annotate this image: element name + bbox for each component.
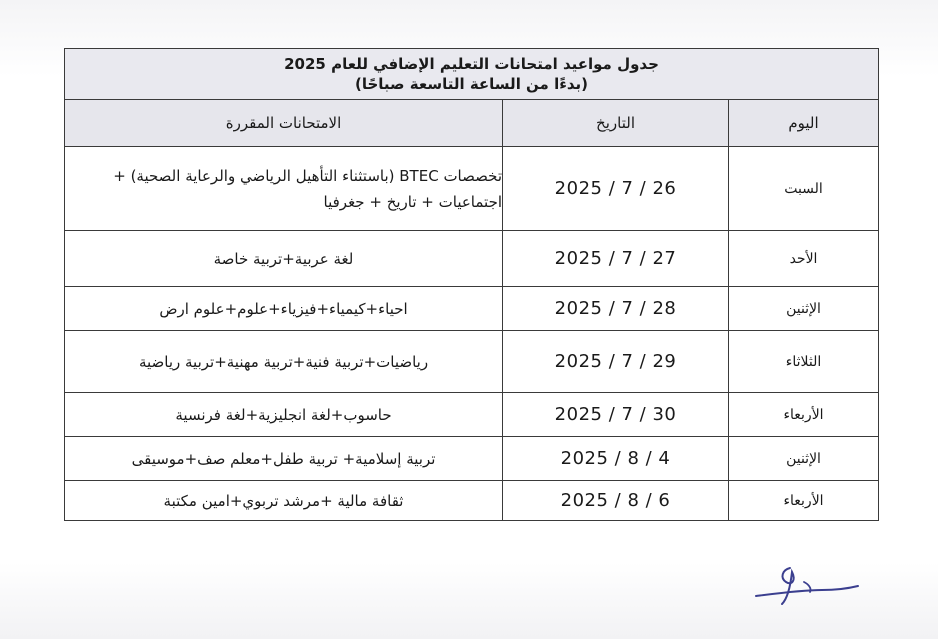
date-cell: 2025 / 7 / 26: [503, 147, 729, 231]
day-cell: الأربعاء: [729, 481, 879, 521]
header-date: التاريخ: [503, 100, 729, 147]
exams-cell: لغة عربية+تربية خاصة: [65, 231, 503, 287]
table-title: [65, 49, 879, 100]
title-row: [65, 49, 879, 100]
day-cell: الأربعاء: [729, 393, 879, 437]
title-line-2: (بدءًا من الساعة التاسعة صباحًا): [354, 75, 589, 93]
day-cell: الإثنين: [729, 437, 879, 481]
header-day: اليوم: [729, 100, 879, 147]
exam-schedule-table: [64, 48, 879, 521]
title-line-1: جدول مواعيد امتحانات التعليم الإضافي للعام 2025: [284, 55, 659, 73]
day-cell: الأحد: [729, 231, 879, 287]
exams-cell: تربية إسلامية+ تربية طفل+معلم صف+موسيقى: [65, 437, 503, 481]
date-cell: 2025 / 7 / 27: [503, 231, 729, 287]
exams-cell: احياء+كيمياء+فيزياء+علوم+علوم ارض: [65, 287, 503, 331]
date-cell: 2025 / 7 / 30: [503, 393, 729, 437]
table-row: [65, 437, 879, 481]
table-row: [65, 481, 879, 521]
date-cell: 2025 / 7 / 29: [503, 331, 729, 393]
table-row: [65, 331, 879, 393]
handwritten-signature: [752, 560, 862, 610]
table-row: [65, 287, 879, 331]
day-cell: الإثنين: [729, 287, 879, 331]
header-exams: الامتحانات المقررة: [65, 100, 503, 147]
day-cell: الثلاثاء: [729, 331, 879, 393]
exams-cell: رياضيات+تربية فنية+تربية مهنية+تربية رياضية: [65, 331, 503, 393]
date-cell: 2025 / 7 / 28: [503, 287, 729, 331]
exams-cell: تخصصات BTEC (باستثناء التأهيل الرياضي والرعاية الصحية) + اجتماعيات + تاريخ + جغرفيا: [65, 147, 503, 231]
exams-cell: حاسوب+لغة انجليزية+لغة فرنسية: [65, 393, 503, 437]
header-row: [65, 100, 879, 147]
date-cell: 2025 / 8 / 6: [503, 481, 729, 521]
table-row: [65, 147, 879, 231]
table-row: [65, 393, 879, 437]
schedule-sheet: [64, 48, 878, 521]
day-cell: السبت: [729, 147, 879, 231]
table-row: [65, 231, 879, 287]
date-cell: 2025 / 8 / 4: [503, 437, 729, 481]
exams-cell: ثقافة مالية +مرشد تربوي+امين مكتبة: [65, 481, 503, 521]
